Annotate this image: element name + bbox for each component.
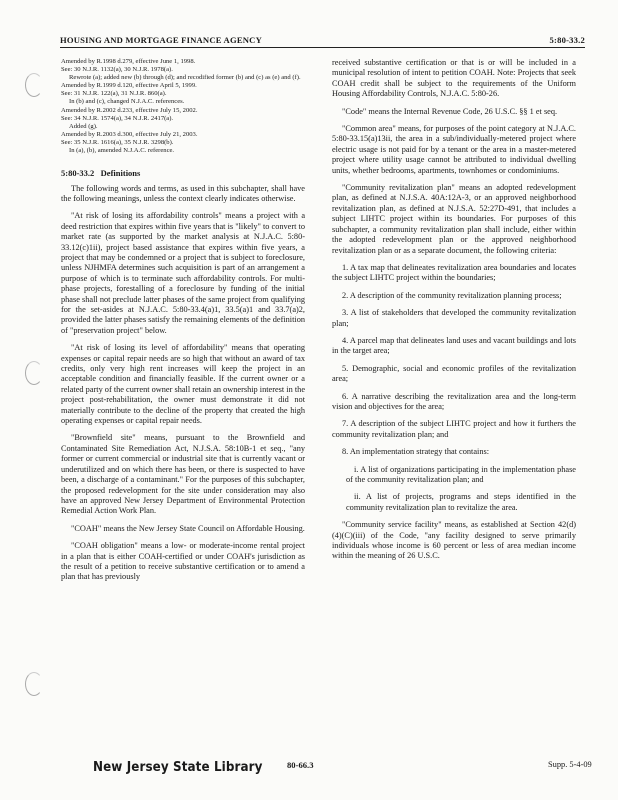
section-heading bbox=[61, 168, 305, 178]
history-line: Added (g). bbox=[69, 122, 98, 130]
paragraph: The following words and terms, as used in this subchapter, shall have the following meanings, unless the context clearly indicates otherwise. bbox=[61, 183, 305, 203]
section-number: 5:80-33.2 bbox=[61, 168, 95, 179]
criteria-item: 8. An implementation strategy that contains: bbox=[342, 447, 490, 457]
page-number: 80-66.3 bbox=[287, 760, 314, 770]
history-line: See: 34 N.J.R. 1574(a), 34 N.J.R. 2417(a). bbox=[61, 114, 174, 122]
history-line: Amended by R.2003 d.300, effective July 21, 2003. bbox=[61, 130, 198, 138]
history-line: In (a), (b), amended N.J.A.C. reference. bbox=[69, 147, 175, 155]
definition-paragraph: "COAH" means the New Jersey State Council on Affordable Housing. bbox=[71, 523, 305, 533]
history-line: Amended by R.1999 d.120, effective April 5, 1999. bbox=[61, 82, 197, 90]
running-header bbox=[60, 35, 585, 48]
left-column bbox=[61, 58, 305, 590]
history-line: See: 35 N.J.R. 1616(a), 35 N.J.R. 3298(b). bbox=[61, 138, 174, 146]
definition-paragraph: "Community service facility" means, as established at Section 42(d)(4)(C)(iii) of the Code, "any facility designed to serve primarily individuals whose income is 60 percent or less of area median income within the meaning of 26 U.S.C. bbox=[332, 520, 576, 561]
punch-hole-mark bbox=[25, 672, 43, 696]
history-line: In (b) and (c), changed N.J.A.C. references. bbox=[69, 98, 185, 106]
subcriteria-item: i. A list of organizations participating in the implementation phase of the community revitalization plan; and bbox=[346, 464, 576, 484]
definition-paragraph: "At risk of losing its affordability controls" means a project with a deed restriction that expires within five years that is "likely" to convert to market rate (as supported by the market analysis at N.J.A.C. 5:80-33.12(c)1ii), project based assistance that expires within five years, a project that may be condemned or a project that is subject to foreclosure, unless NJHMFA determines such acquisition is part of an arrangement a purpose of which is to terminate such affordability controls. For multi-phase projects, forestalling of a foreclosure by funding of the initial phase shall not preclude latter phases of the same project from qualifying for the set-asides at N.J.A.C. 5:80-33.4(a)1, 33.5(a)1 and 33.7(a)2, provided the latter phases satisfy the remaining elements of the definition of "preservation project" below. bbox=[61, 211, 305, 335]
history-line: See: 30 N.J.R. 1132(a), 30 N.J.R. 1978(a). bbox=[61, 66, 173, 74]
history-line: Rewrote (a); added new (b) through (d); and recodified former (b) and (c) as (e) and (f). bbox=[69, 74, 301, 82]
definition-paragraph: "COAH obligation" means a low- or moderate-income rental project in a plan that is either COAH-certified or under COAH's jurisdiction as the result of a petition to receive substantive certification or to amend a plan that has previously bbox=[61, 541, 305, 582]
punch-hole-mark bbox=[25, 361, 43, 385]
section-title: Definitions bbox=[100, 168, 141, 179]
definition-paragraph: received substantive certification or that is or will be included in a municipal resolution of intent to petition COAH. Note: Projects that seek COAH credit shall be subject to the requirements of the Uniform Housing Affordability Controls, N.J.A.C. 5:80-26. bbox=[332, 58, 576, 99]
definition-paragraph: "Common area" means, for purposes of the point category at N.J.A.C. 5:80-33.15(a)13ii, the area in a sub/individually-metered project where electric usage is not paid for by a tenant or the area in a master-metered project where utility usage cannot be attributed to individual dwelling units, whether bedrooms, apartments, townhomes or condominiums. bbox=[332, 124, 576, 175]
library-stamp: New Jersey State Library bbox=[93, 760, 263, 775]
supplement-date: Supp. 5-4-09 bbox=[548, 760, 592, 769]
history-notes bbox=[61, 58, 305, 155]
header-section-number: 5:80-33.2 bbox=[549, 35, 585, 45]
history-line: See: 31 N.J.R. 122(a), 31 N.J.R. 860(a). bbox=[61, 90, 167, 98]
history-line: Amended by R.2002 d.233, effective July 15, 2002. bbox=[61, 106, 198, 114]
criteria-item: 3. A list of stakeholders that developed the community revitalization plan; bbox=[332, 308, 576, 328]
definition-paragraph: "At risk of losing its level of affordability" means that operating expenses or capital repair needs are so high that without an award of tax credits, only very high rent increases will keep the project in an acceptable condition and financially feasible. If the current owner or a related party of the current owner shall retain an ownership interest in the project post-rehabilitation, the owner must demonstrate it did not materially contribute to the decline of the property that created the high operating expenses or capital repair needs. bbox=[61, 343, 305, 426]
criteria-item: 2. A description of the community revitalization planning process; bbox=[342, 290, 562, 300]
right-column bbox=[332, 58, 576, 569]
history-line: Amended by R.1998 d.279, effective June 1, 1998. bbox=[61, 58, 196, 65]
punch-hole-mark bbox=[25, 73, 43, 97]
criteria-item: 6. A narrative describing the revitalization area and the long-term vision and objectives for the area; bbox=[332, 391, 576, 411]
header-title: HOUSING AND MORTGAGE FINANCE AGENCY bbox=[60, 35, 262, 45]
criteria-item: 4. A parcel map that delineates land uses and vacant buildings and lots in the target area; bbox=[332, 335, 576, 356]
criteria-item: 5. Demographic, social and economic profiles of the revitalization area; bbox=[332, 363, 576, 384]
definition-paragraph: "Community revitalization plan" means an adopted redevelopment plan, as defined at N.J.S.A. 40A:12A-3, or an approved neighborhood revitalization plan, as defined at N.J.S.A. 52:27D-491, that includes a subject LIHTC project within its boundaries. For purposes of this subchapter, a community revitalization plan shall include, either within the adopted redevelopment plan or the approved neighborhood revitalization plan or as a separate document, the following criteria: bbox=[332, 183, 576, 255]
definition-paragraph: "Brownfield site" means, pursuant to the Brownfield and Contaminated Site Remediation Act, N.J.S.A. 58:10B-1 et seq., "any former or current commercial or industrial site that is currently vacant or underutilized and on which there has been, or there is suspected to have been, a discharge of a contaminant." For the purposes of this subchapter, the proposed redevelopment for the site under consideration may also have an approved New Jersey Department of Environmental Protection Remedial Action Work Plan. bbox=[61, 433, 305, 516]
subcriteria-item: ii. A list of projects, programs and steps identified in the community revitalization plan to revitalize the area. bbox=[346, 492, 576, 512]
definition-paragraph: "Code" means the Internal Revenue Code, 26 U.S.C. §§ 1 et seq. bbox=[342, 106, 558, 116]
criteria-item: 1. A tax map that delineates revitalization area boundaries and locates the subject LIHTC project within the boundaries; bbox=[332, 262, 576, 283]
criteria-item: 7. A description of the subject LIHTC project and how it furthers the community revitalization plan; and bbox=[332, 419, 576, 439]
